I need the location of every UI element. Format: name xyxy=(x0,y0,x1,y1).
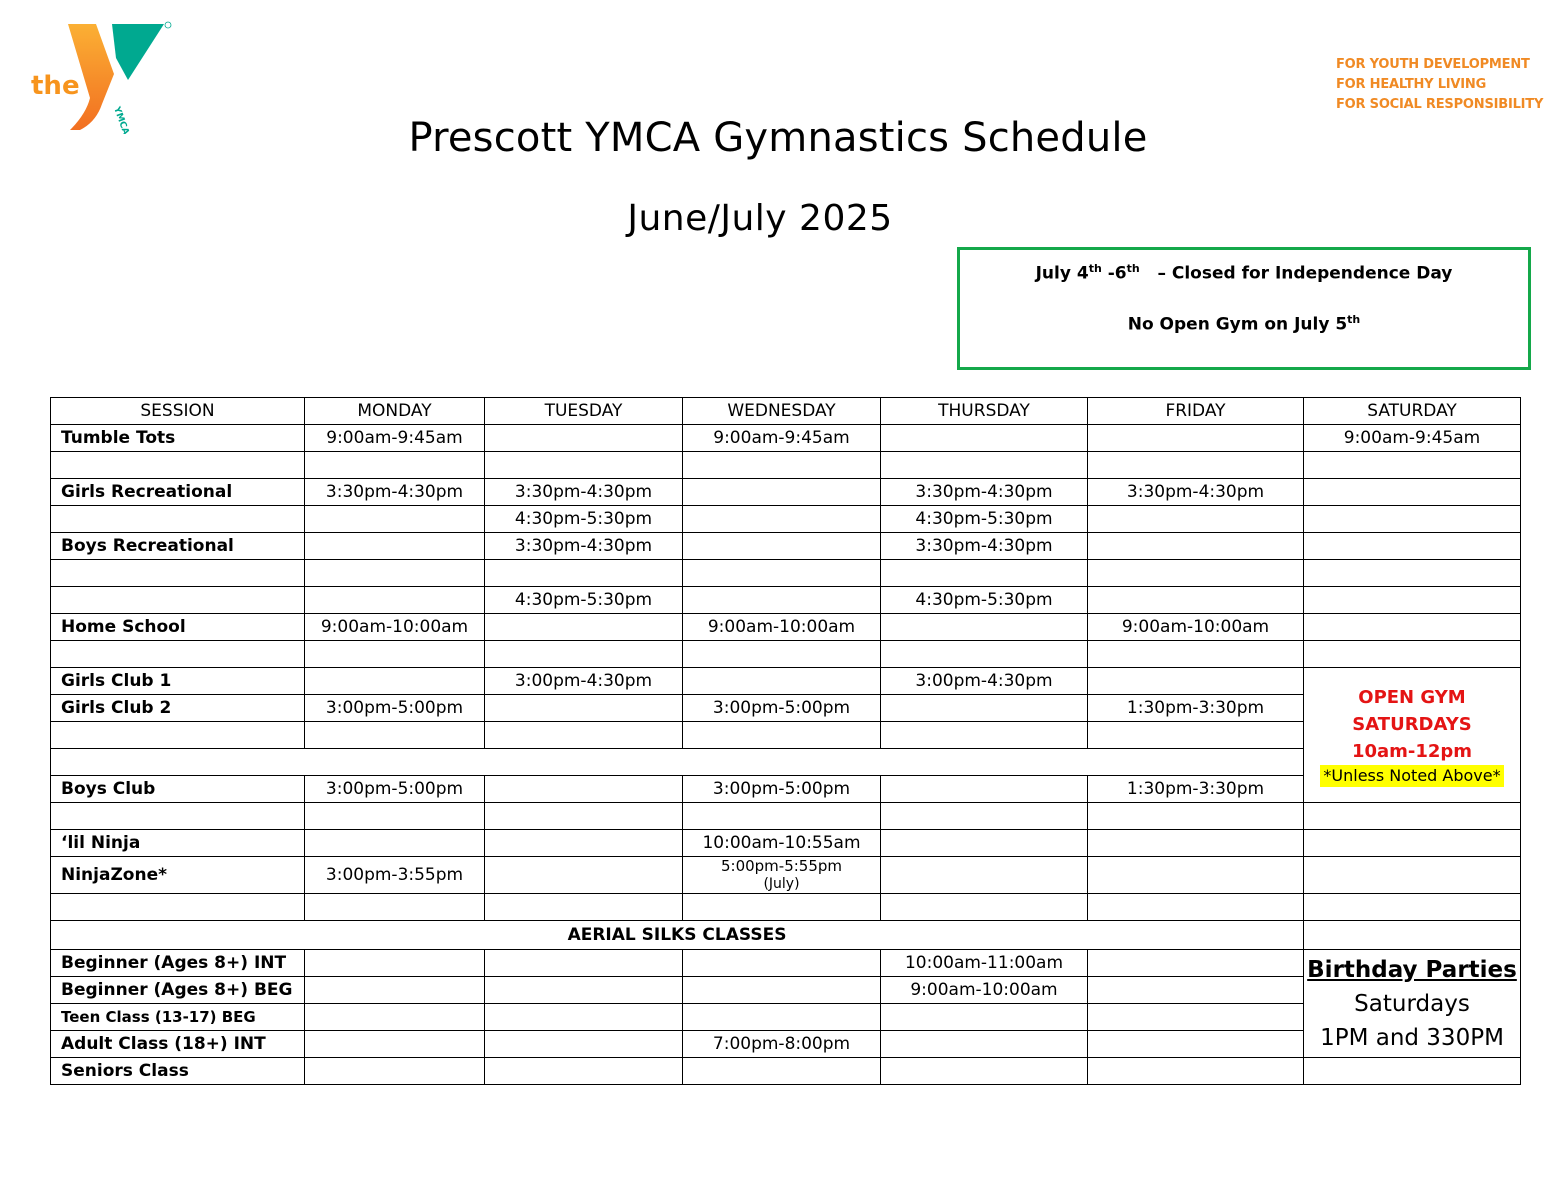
session-name: Tumble Tots xyxy=(51,425,305,452)
table-cell: 3:00pm-3:55pm xyxy=(305,857,485,894)
table-cell: 9:00am-10:00am xyxy=(305,614,485,641)
table-cell: 9:00am-9:45am xyxy=(683,425,881,452)
table-cell xyxy=(683,560,881,587)
table-cell xyxy=(1304,830,1521,857)
table-cell xyxy=(683,533,881,560)
table-row xyxy=(51,533,1521,560)
column-header: MONDAY xyxy=(305,398,485,425)
table-cell xyxy=(1304,587,1521,614)
table-cell xyxy=(881,857,1088,894)
table-cell xyxy=(1088,894,1304,921)
header-row xyxy=(51,398,1521,425)
open-gym-cell xyxy=(1304,668,1521,803)
table-cell xyxy=(881,1031,1088,1058)
table-cell: 3:00pm-4:30pm xyxy=(485,668,683,695)
table-row xyxy=(51,1058,1521,1085)
table-row xyxy=(51,479,1521,506)
page-title: Prescott YMCA Gymnastics Schedule xyxy=(408,115,1148,161)
table-cell xyxy=(305,722,485,749)
table-cell xyxy=(881,560,1088,587)
table-cell xyxy=(881,425,1088,452)
session-name xyxy=(51,894,305,921)
table-cell xyxy=(485,1058,683,1085)
table-cell xyxy=(1304,1058,1521,1085)
table-row xyxy=(51,857,1521,894)
open-gym-title: OPEN GYM xyxy=(1358,686,1466,708)
column-header: SATURDAY xyxy=(1304,398,1521,425)
table-cell xyxy=(485,1031,683,1058)
table-cell xyxy=(683,479,881,506)
table-row xyxy=(51,587,1521,614)
table-cell: 3:00pm-4:30pm xyxy=(881,668,1088,695)
schedule-table xyxy=(50,397,1521,1085)
table-cell xyxy=(485,722,683,749)
table-cell: 3:30pm-4:30pm xyxy=(305,479,485,506)
table-cell xyxy=(485,857,683,894)
svg-text:YMCA: YMCA xyxy=(111,105,131,134)
table-cell: 9:00am-9:45am xyxy=(1304,425,1521,452)
table-row xyxy=(51,830,1521,857)
birthday-times: 1PM and 330PM xyxy=(1320,1024,1504,1051)
table-cell xyxy=(1088,533,1304,560)
table-cell xyxy=(1304,533,1521,560)
table-row xyxy=(51,803,1521,830)
column-header: SESSION xyxy=(51,398,305,425)
table-cell xyxy=(881,614,1088,641)
table-cell xyxy=(1304,857,1521,894)
session-name xyxy=(51,560,305,587)
table-cell xyxy=(485,803,683,830)
table-cell xyxy=(305,1058,485,1085)
table-cell: 4:30pm-5:30pm xyxy=(881,506,1088,533)
table-row xyxy=(51,977,1521,1004)
class-name: Teen Class (13-17) BEG xyxy=(51,1004,305,1031)
table-cell xyxy=(881,722,1088,749)
table-cell: 1:30pm-3:30pm xyxy=(1088,695,1304,722)
table-cell xyxy=(305,641,485,668)
table-cell xyxy=(305,803,485,830)
session-name xyxy=(51,452,305,479)
table-cell xyxy=(1088,425,1304,452)
table-cell xyxy=(881,803,1088,830)
ninjazone-wed-note: (July) xyxy=(763,876,800,892)
table-cell: 1:30pm-3:30pm xyxy=(1088,776,1304,803)
session-name xyxy=(51,506,305,533)
table-cell xyxy=(485,1004,683,1031)
table-row xyxy=(51,950,1521,977)
table-cell xyxy=(683,722,881,749)
table-row xyxy=(51,1031,1521,1058)
session-name xyxy=(51,641,305,668)
table-cell: 3:30pm-4:30pm xyxy=(881,479,1088,506)
ninjazone-wednesday xyxy=(683,857,881,894)
table-cell: 3:00pm-5:00pm xyxy=(683,776,881,803)
table-cell xyxy=(485,425,683,452)
table-cell xyxy=(683,506,881,533)
table-cell: 9:00am-10:00am xyxy=(881,977,1088,1004)
table-cell xyxy=(1304,803,1521,830)
table-row xyxy=(51,641,1521,668)
table-cell xyxy=(683,1058,881,1085)
session-name xyxy=(51,587,305,614)
table-cell xyxy=(1088,1058,1304,1085)
table-cell xyxy=(683,668,881,695)
column-header: WEDNESDAY xyxy=(683,398,881,425)
table-cell xyxy=(1088,560,1304,587)
table-row xyxy=(51,749,1521,776)
table-row xyxy=(51,894,1521,921)
table-cell xyxy=(881,776,1088,803)
table-cell xyxy=(1088,803,1304,830)
open-gym-note: *Unless Noted Above* xyxy=(1320,765,1503,787)
table-cell: 3:30pm-4:30pm xyxy=(485,479,683,506)
table-row xyxy=(51,1004,1521,1031)
session-name: ‘lil Ninja xyxy=(51,830,305,857)
notice-line-2: No Open Gym on July 5th xyxy=(1127,313,1361,335)
table-cell xyxy=(1088,722,1304,749)
table-cell xyxy=(1304,479,1521,506)
table-cell: 3:00pm-5:00pm xyxy=(683,695,881,722)
table-cell xyxy=(305,560,485,587)
session-name: Girls Club 1 xyxy=(51,668,305,695)
class-name: Beginner (Ages 8+) BEG xyxy=(51,977,305,1004)
table-cell xyxy=(305,1004,485,1031)
session-name: Boys Recreational xyxy=(51,533,305,560)
table-cell xyxy=(485,452,683,479)
notice-line-1: July 4th -6th – Closed for Independence Day xyxy=(1035,262,1453,284)
table-cell xyxy=(683,452,881,479)
table-cell: 4:30pm-5:30pm xyxy=(485,587,683,614)
table-cell xyxy=(1088,506,1304,533)
table-row xyxy=(51,722,1521,749)
table-cell xyxy=(1088,452,1304,479)
table-cell xyxy=(1304,560,1521,587)
open-gym-time: 10am-12pm xyxy=(1351,740,1473,762)
table-cell xyxy=(485,776,683,803)
session-name: Girls Club 2 xyxy=(51,695,305,722)
column-header: FRIDAY xyxy=(1088,398,1304,425)
table-cell xyxy=(1304,894,1521,921)
class-name: Beginner (Ages 8+) INT xyxy=(51,950,305,977)
holiday-notice xyxy=(957,247,1531,370)
table-row xyxy=(51,560,1521,587)
table-cell xyxy=(1088,668,1304,695)
table-cell: 3:30pm-4:30pm xyxy=(485,533,683,560)
table-cell: 3:00pm-5:00pm xyxy=(305,776,485,803)
page-subtitle: June/July 2025 xyxy=(627,198,893,239)
table-cell xyxy=(683,977,881,1004)
table-cell xyxy=(485,950,683,977)
table-cell xyxy=(881,1004,1088,1031)
table-cell xyxy=(1088,1031,1304,1058)
table-cell xyxy=(485,614,683,641)
table-cell xyxy=(1088,950,1304,977)
table-cell xyxy=(881,641,1088,668)
table-cell xyxy=(485,894,683,921)
table-row xyxy=(51,452,1521,479)
class-name: Adult Class (18+) INT xyxy=(51,1031,305,1058)
table-cell: 3:30pm-4:30pm xyxy=(1088,479,1304,506)
table-row xyxy=(51,506,1521,533)
table-cell xyxy=(485,977,683,1004)
table-cell xyxy=(683,950,881,977)
aerial-header-row xyxy=(51,921,1521,950)
svg-text:the: the xyxy=(31,71,80,101)
table-cell xyxy=(1304,921,1521,950)
table-row xyxy=(51,695,1521,722)
ninjazone-wed-time: 5:00pm-5:55pm xyxy=(720,857,843,875)
table-cell xyxy=(881,695,1088,722)
tagline-line-2: FOR HEALTHY LIVING xyxy=(1336,77,1487,92)
table-row xyxy=(51,776,1521,803)
table-cell xyxy=(881,894,1088,921)
table-row xyxy=(51,425,1521,452)
table-cell xyxy=(683,803,881,830)
table-cell xyxy=(305,587,485,614)
aerial-silks-header: AERIAL SILKS CLASSES xyxy=(51,921,1304,950)
table-cell xyxy=(683,641,881,668)
table-cell xyxy=(485,560,683,587)
table-cell xyxy=(305,533,485,560)
table-cell xyxy=(305,1031,485,1058)
column-header: TUESDAY xyxy=(485,398,683,425)
table-cell: 4:30pm-5:30pm xyxy=(881,587,1088,614)
table-cell xyxy=(1304,641,1521,668)
table-cell: 10:00am-11:00am xyxy=(881,950,1088,977)
birthday-title: Birthday Parties xyxy=(1307,956,1517,983)
table-cell xyxy=(1088,977,1304,1004)
table-cell xyxy=(305,830,485,857)
tagline-line-3: FOR SOCIAL RESPONSIBILITY xyxy=(1336,97,1544,112)
table-cell xyxy=(683,894,881,921)
table-cell: 7:00pm-8:00pm xyxy=(683,1031,881,1058)
table-row xyxy=(51,668,1521,695)
table-cell xyxy=(1304,506,1521,533)
table-cell: 9:00am-10:00am xyxy=(1088,614,1304,641)
birthday-days: Saturdays xyxy=(1354,990,1470,1017)
table-cell xyxy=(1088,857,1304,894)
session-name: NinjaZone* xyxy=(51,857,305,894)
session-name: Boys Club xyxy=(51,776,305,803)
table-row xyxy=(51,614,1521,641)
birthday-parties-cell xyxy=(1304,950,1521,1058)
table-cell: 4:30pm-5:30pm xyxy=(485,506,683,533)
table-cell xyxy=(485,695,683,722)
table-cell xyxy=(881,1058,1088,1085)
session-name: Girls Recreational xyxy=(51,479,305,506)
table-cell xyxy=(881,452,1088,479)
ymca-tagline xyxy=(1336,55,1543,115)
table-cell: 9:00am-10:00am xyxy=(683,614,881,641)
table-cell xyxy=(305,977,485,1004)
column-header: THURSDAY xyxy=(881,398,1088,425)
table-cell: 3:30pm-4:30pm xyxy=(881,533,1088,560)
table-cell xyxy=(305,452,485,479)
session-name: Home School xyxy=(51,614,305,641)
session-name xyxy=(51,803,305,830)
class-name: Seniors Class xyxy=(51,1058,305,1085)
tagline-line-1: FOR YOUTH DEVELOPMENT xyxy=(1336,57,1530,72)
table-cell: 9:00am-9:45am xyxy=(305,425,485,452)
spacer-row xyxy=(51,749,1304,776)
table-cell: 10:00am-10:55am xyxy=(683,830,881,857)
table-cell xyxy=(1304,614,1521,641)
table-cell xyxy=(305,894,485,921)
table-cell xyxy=(485,830,683,857)
table-cell xyxy=(881,830,1088,857)
table-cell xyxy=(305,668,485,695)
table-cell xyxy=(305,950,485,977)
table-cell xyxy=(1304,452,1521,479)
table-cell xyxy=(1088,1004,1304,1031)
table-cell xyxy=(1088,830,1304,857)
table-cell xyxy=(485,641,683,668)
table-cell xyxy=(683,1004,881,1031)
table-cell xyxy=(683,587,881,614)
open-gym-days: SATURDAYS xyxy=(1352,713,1472,735)
table-cell xyxy=(305,506,485,533)
table-cell xyxy=(1088,641,1304,668)
table-cell xyxy=(1088,587,1304,614)
table-cell: 3:00pm-5:00pm xyxy=(305,695,485,722)
session-name xyxy=(51,722,305,749)
